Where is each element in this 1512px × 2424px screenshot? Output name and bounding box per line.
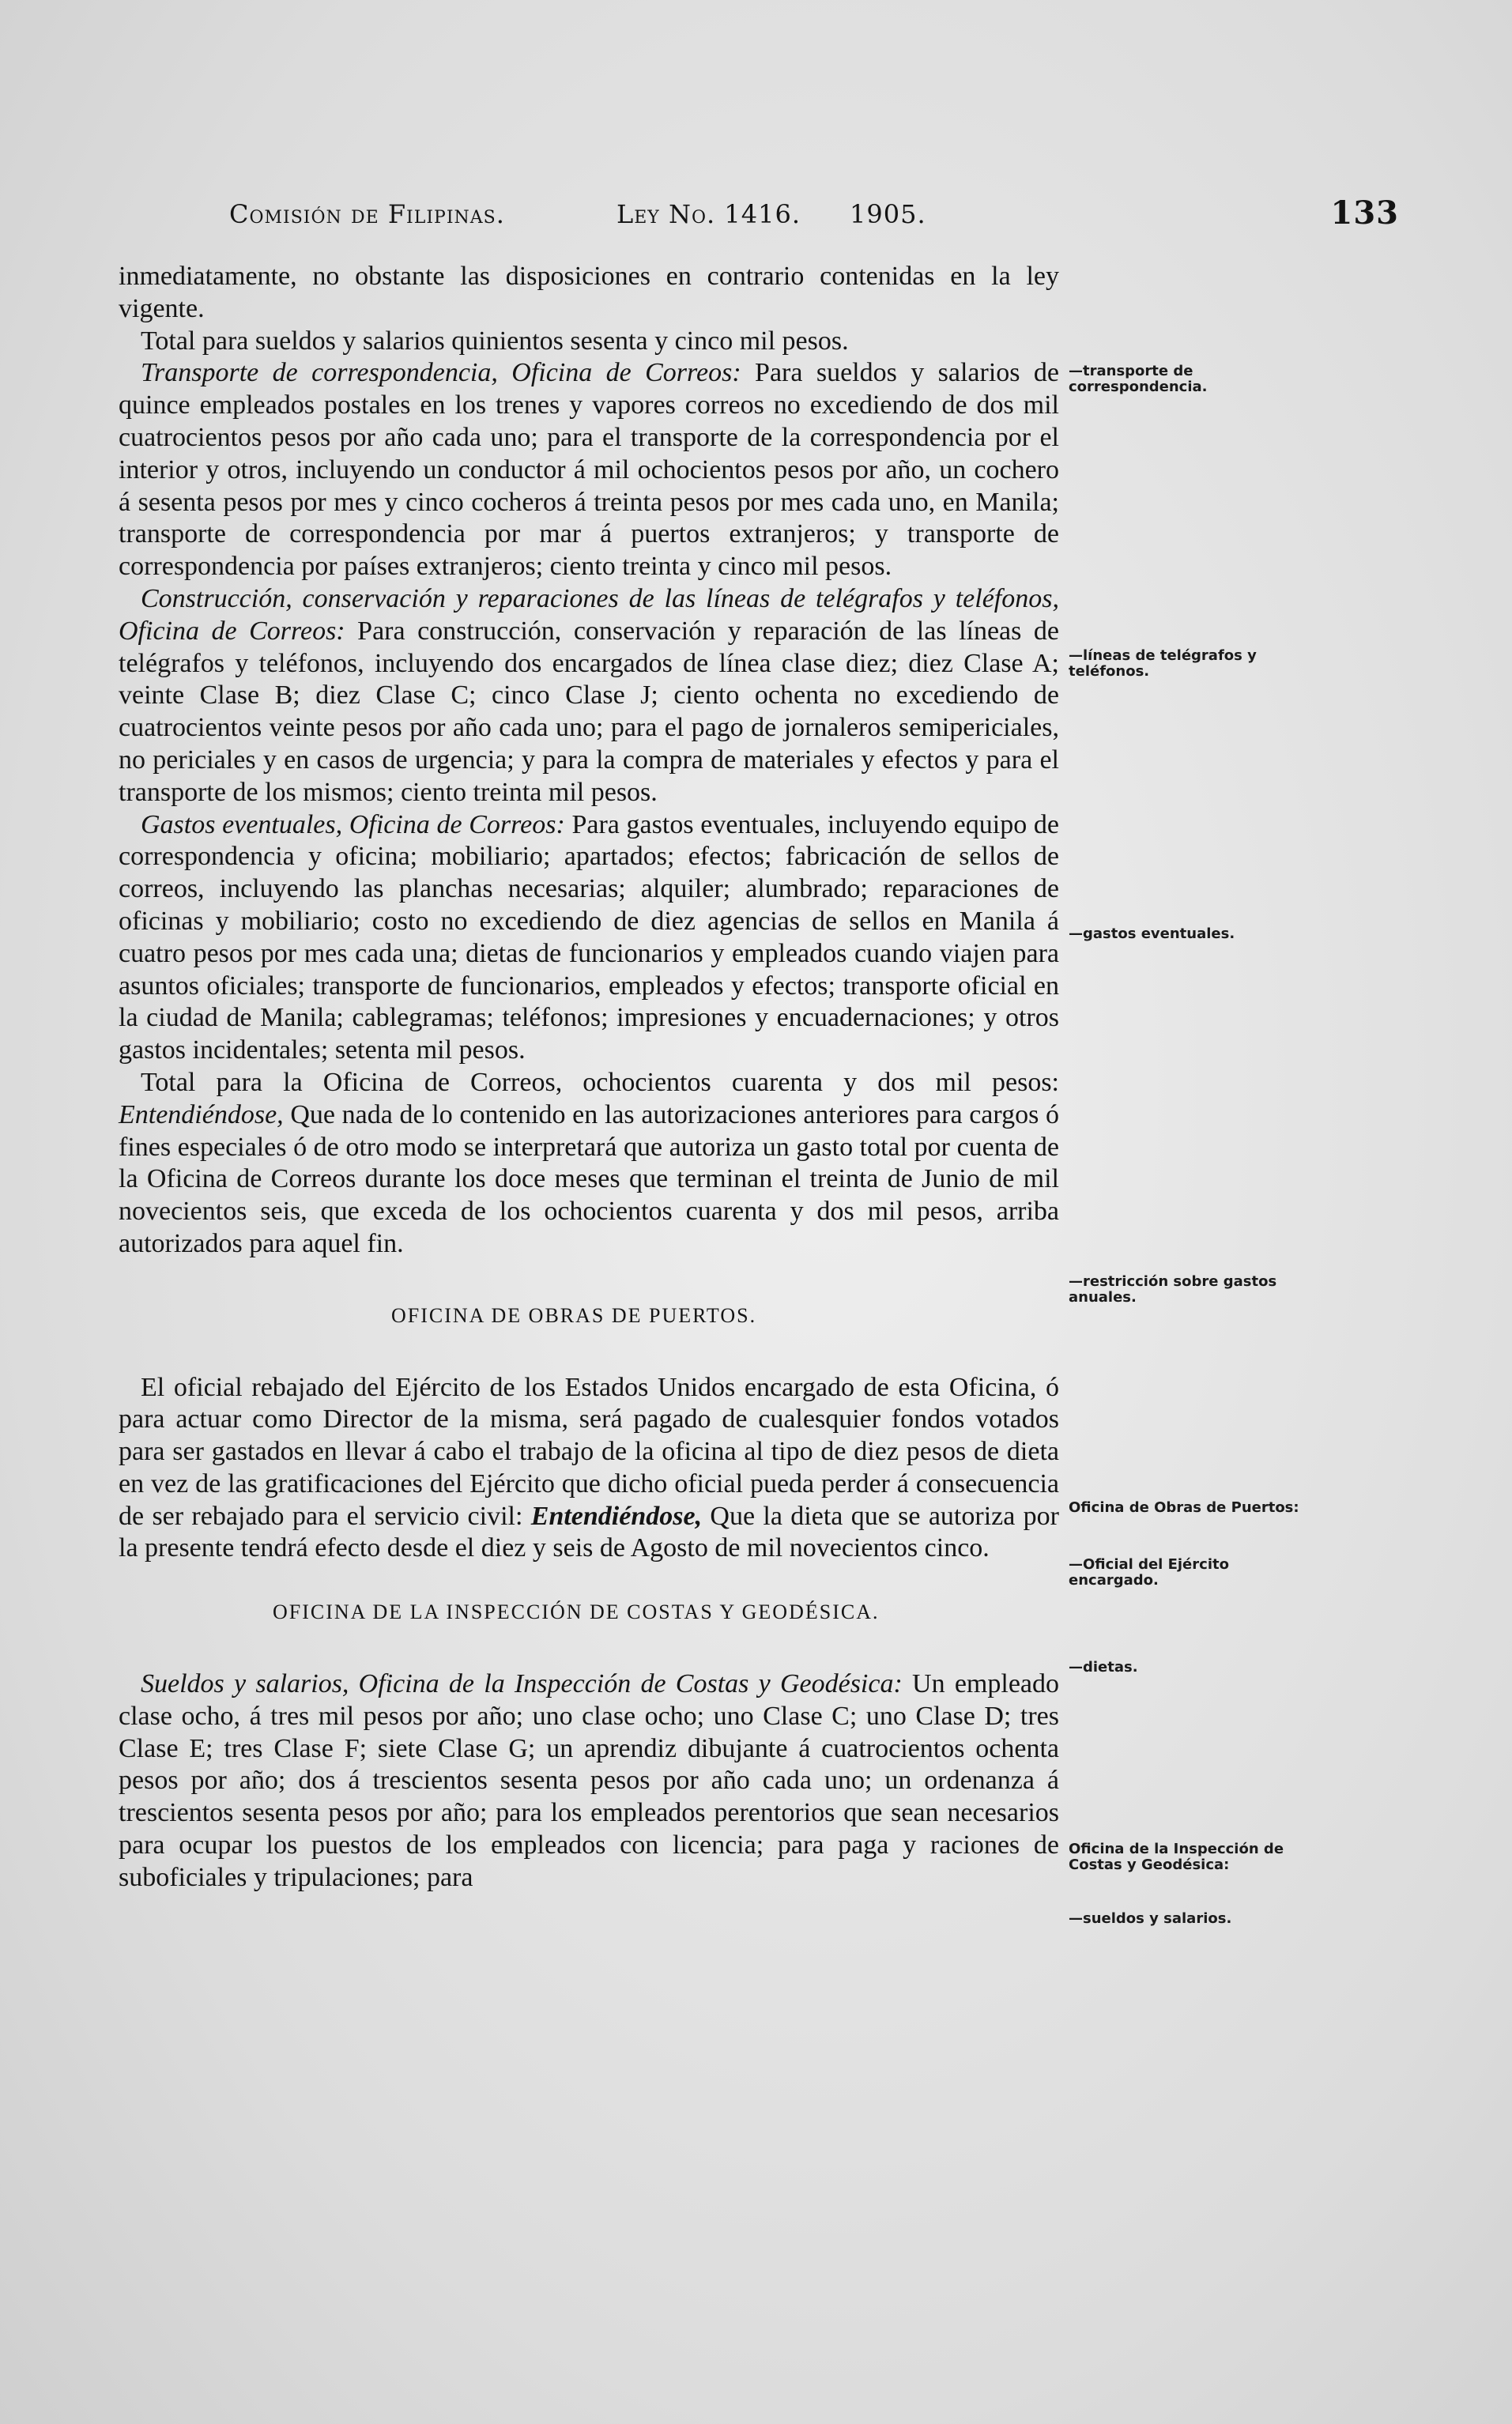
paragraph-telegraph-lines <box>119 583 1059 809</box>
margin-note-coast-survey: Oficina de la Inspección de Costas y Geodésica: <box>1069 1841 1284 1873</box>
post-office-total-text-b: Que nada de lo contenido en las autorizaciones anteriores para cargos ó fines especiales ó de otro modo se interpretará que autoriza un gasto total por cuenta de la Oficina de Correos durante los doce meses que terminan el treinta de Junio de mil novecientos seis, que exceda de los ochocientos cuarenta y dos mil pesos, arriba autorizados para aquel fin. <box>119 1099 1059 1258</box>
contingent-expenses-title: Gastos eventuales, Oficina de Correos: <box>141 809 565 839</box>
coast-survey-salaries-title: Sueldos y salarios, Oficina de la Inspección de Costas y Geodésica: <box>141 1669 903 1699</box>
section-heading-coast-survey: OFICINA DE LA INSPECCIÓN DE COSTAS Y GEODÉSICA. <box>273 1600 880 1624</box>
margin-note-mail-transport: —transporte de correspondencia. <box>1069 363 1208 395</box>
mail-transport-title: Transporte de correspondencia, Oficina de Correos: <box>141 358 741 388</box>
post-office-total-text-a: Total para la Oficina de Correos, ochocientos cuarenta y dos mil pesos: <box>141 1067 1059 1097</box>
telegraph-lines-title: Construcción, conservación y reparaciones de las líneas de telégrafos y teléfonos, Oficina de Correos: <box>119 583 1059 646</box>
army-officer-text-a: El oficial rebajado del Ejército de los Estados Unidos encargado de esta Oficina, ó para actuar como Director de la misma, será pagado de cualesquier fondos votados para ser gastados en llevar á cabo el trabajo de la oficina al tipo de diez pesos de dieta en vez de las gratificaciones del Ejército que dicho oficial pueda perder á consecuencia de ser rebajado para el servicio civil: <box>119 1372 1059 1531</box>
main-text <box>119 261 1059 1894</box>
margin-note-salaries: —sueldos y salarios. <box>1069 1910 1232 1927</box>
header-year: 1905. <box>850 199 926 229</box>
page-number: 133 <box>1330 194 1399 232</box>
mail-transport-text: Para sueldos y salarios de quince empleados postales en los trenes y vapores correos no excediendo de dos mil cuatrocientos pesos por año cada uno; para el transporte de la correspondencia por el interior y otros, incluyendo un conductor á mil ochocientos pesos por año, un cochero á sesenta pesos por mes y cinco cocheros á treinta pesos por mes cada uno, en Manila; transporte de correspondencia por mar á puertos extranjeros; y transporte de correspondencia por países extranjeros; ciento treinta y cinco mil pesos. <box>119 358 1059 582</box>
paragraph-mail-transport <box>119 357 1059 583</box>
army-officer-text-b: Que la dieta que se autoriza por la presente tendrá efecto desde el diez y seis de Agosto de mil novecientos cinco. <box>119 1501 1059 1563</box>
header-law-number: Ley No. 1416. <box>616 199 801 229</box>
section-heading-port-works: OFICINA DE OBRAS DE PUERTOS. <box>391 1303 757 1327</box>
paragraph-contingent-expenses <box>119 809 1059 1067</box>
margin-note-per-diem: —dietas. <box>1069 1659 1138 1676</box>
header-title: Comisión de Filipinas. <box>229 199 505 229</box>
paragraph-continuation: inmediatamente, no obstante las disposiciones en contrario contenidas en la ley vigente. <box>119 262 1059 323</box>
margin-note-telegraph: —líneas de telégrafos y teléfonos. <box>1069 647 1257 680</box>
paragraph-total-salaries: Total para sueldos y salarios quinientos sesenta y cinco mil pesos. <box>141 326 849 356</box>
margin-note-restriction: —restricción sobre gastos anuales. <box>1069 1273 1277 1306</box>
margin-note-contingent: —gastos eventuales. <box>1069 925 1235 942</box>
paragraph-army-officer <box>119 1372 1059 1566</box>
post-office-proviso: Entendiéndose, <box>119 1099 284 1129</box>
margin-note-port-works: Oficina de Obras de Puertos: <box>1069 1499 1299 1516</box>
paragraph-coast-survey-salaries <box>119 1668 1059 1894</box>
army-officer-proviso: Entendiéndose, <box>530 1501 703 1531</box>
margin-note-army-officer: —Oficial del Ejército encargado. <box>1069 1556 1229 1589</box>
telegraph-lines-text: Para construcción, conservación y reparación de las líneas de telégrafos y teléfonos, incluyendo dos encargados de línea clase diez; diez Clase A; veinte Clase B; diez Clase C; cinco Clase J; ciento ochenta no excediendo de cuatrocientos veinte pesos por año cada uno; para el pago de jornaleros semipericiales, no periciales y en casos de urgencia; y para la compra de materiales y efectos y para el transporte de los mismos; ciento treinta mil pesos. <box>119 616 1059 807</box>
coast-survey-salaries-text: Un empleado clase ocho, á tres mil pesos por año; uno clase ocho; uno Clase C; uno Clase D; tres Clase E; tres Clase F; siete Clase G; un aprendiz dibujante á cuatrocientos ochenta pesos por año; dos á trescientos sesenta pesos por año cada uno; un ordenanza á trescientos sesenta pesos por año; para los empleados perentorios que sean necesarios para ocupar los puestos de los empleados con licencia; para paga y raciones de suboficiales y tripulaciones; para <box>119 1669 1060 1892</box>
paragraph-post-office-total <box>119 1067 1059 1261</box>
contingent-expenses-text: Para gastos eventuales, incluyendo equipo de correspondencia y oficina; mobiliario; apartados; efectos; fabricación de sellos de correos, incluyendo las planchas necesarias; alquiler; alumbrado; reparaciones de oficinas y mobiliario; costo no excediendo de diez agencias de sellos en Manila á cuatro pesos por mes cada una; dietas de funcionarios y empleados cuando viajen para asuntos oficiales; transporte de funcionarios, empleados y efectos; transporte oficial en la ciudad de Manila; cablegramas; teléfonos; impresiones y encuadernaciones; y otros gastos incidentales; setenta mil pesos. <box>119 809 1059 1065</box>
